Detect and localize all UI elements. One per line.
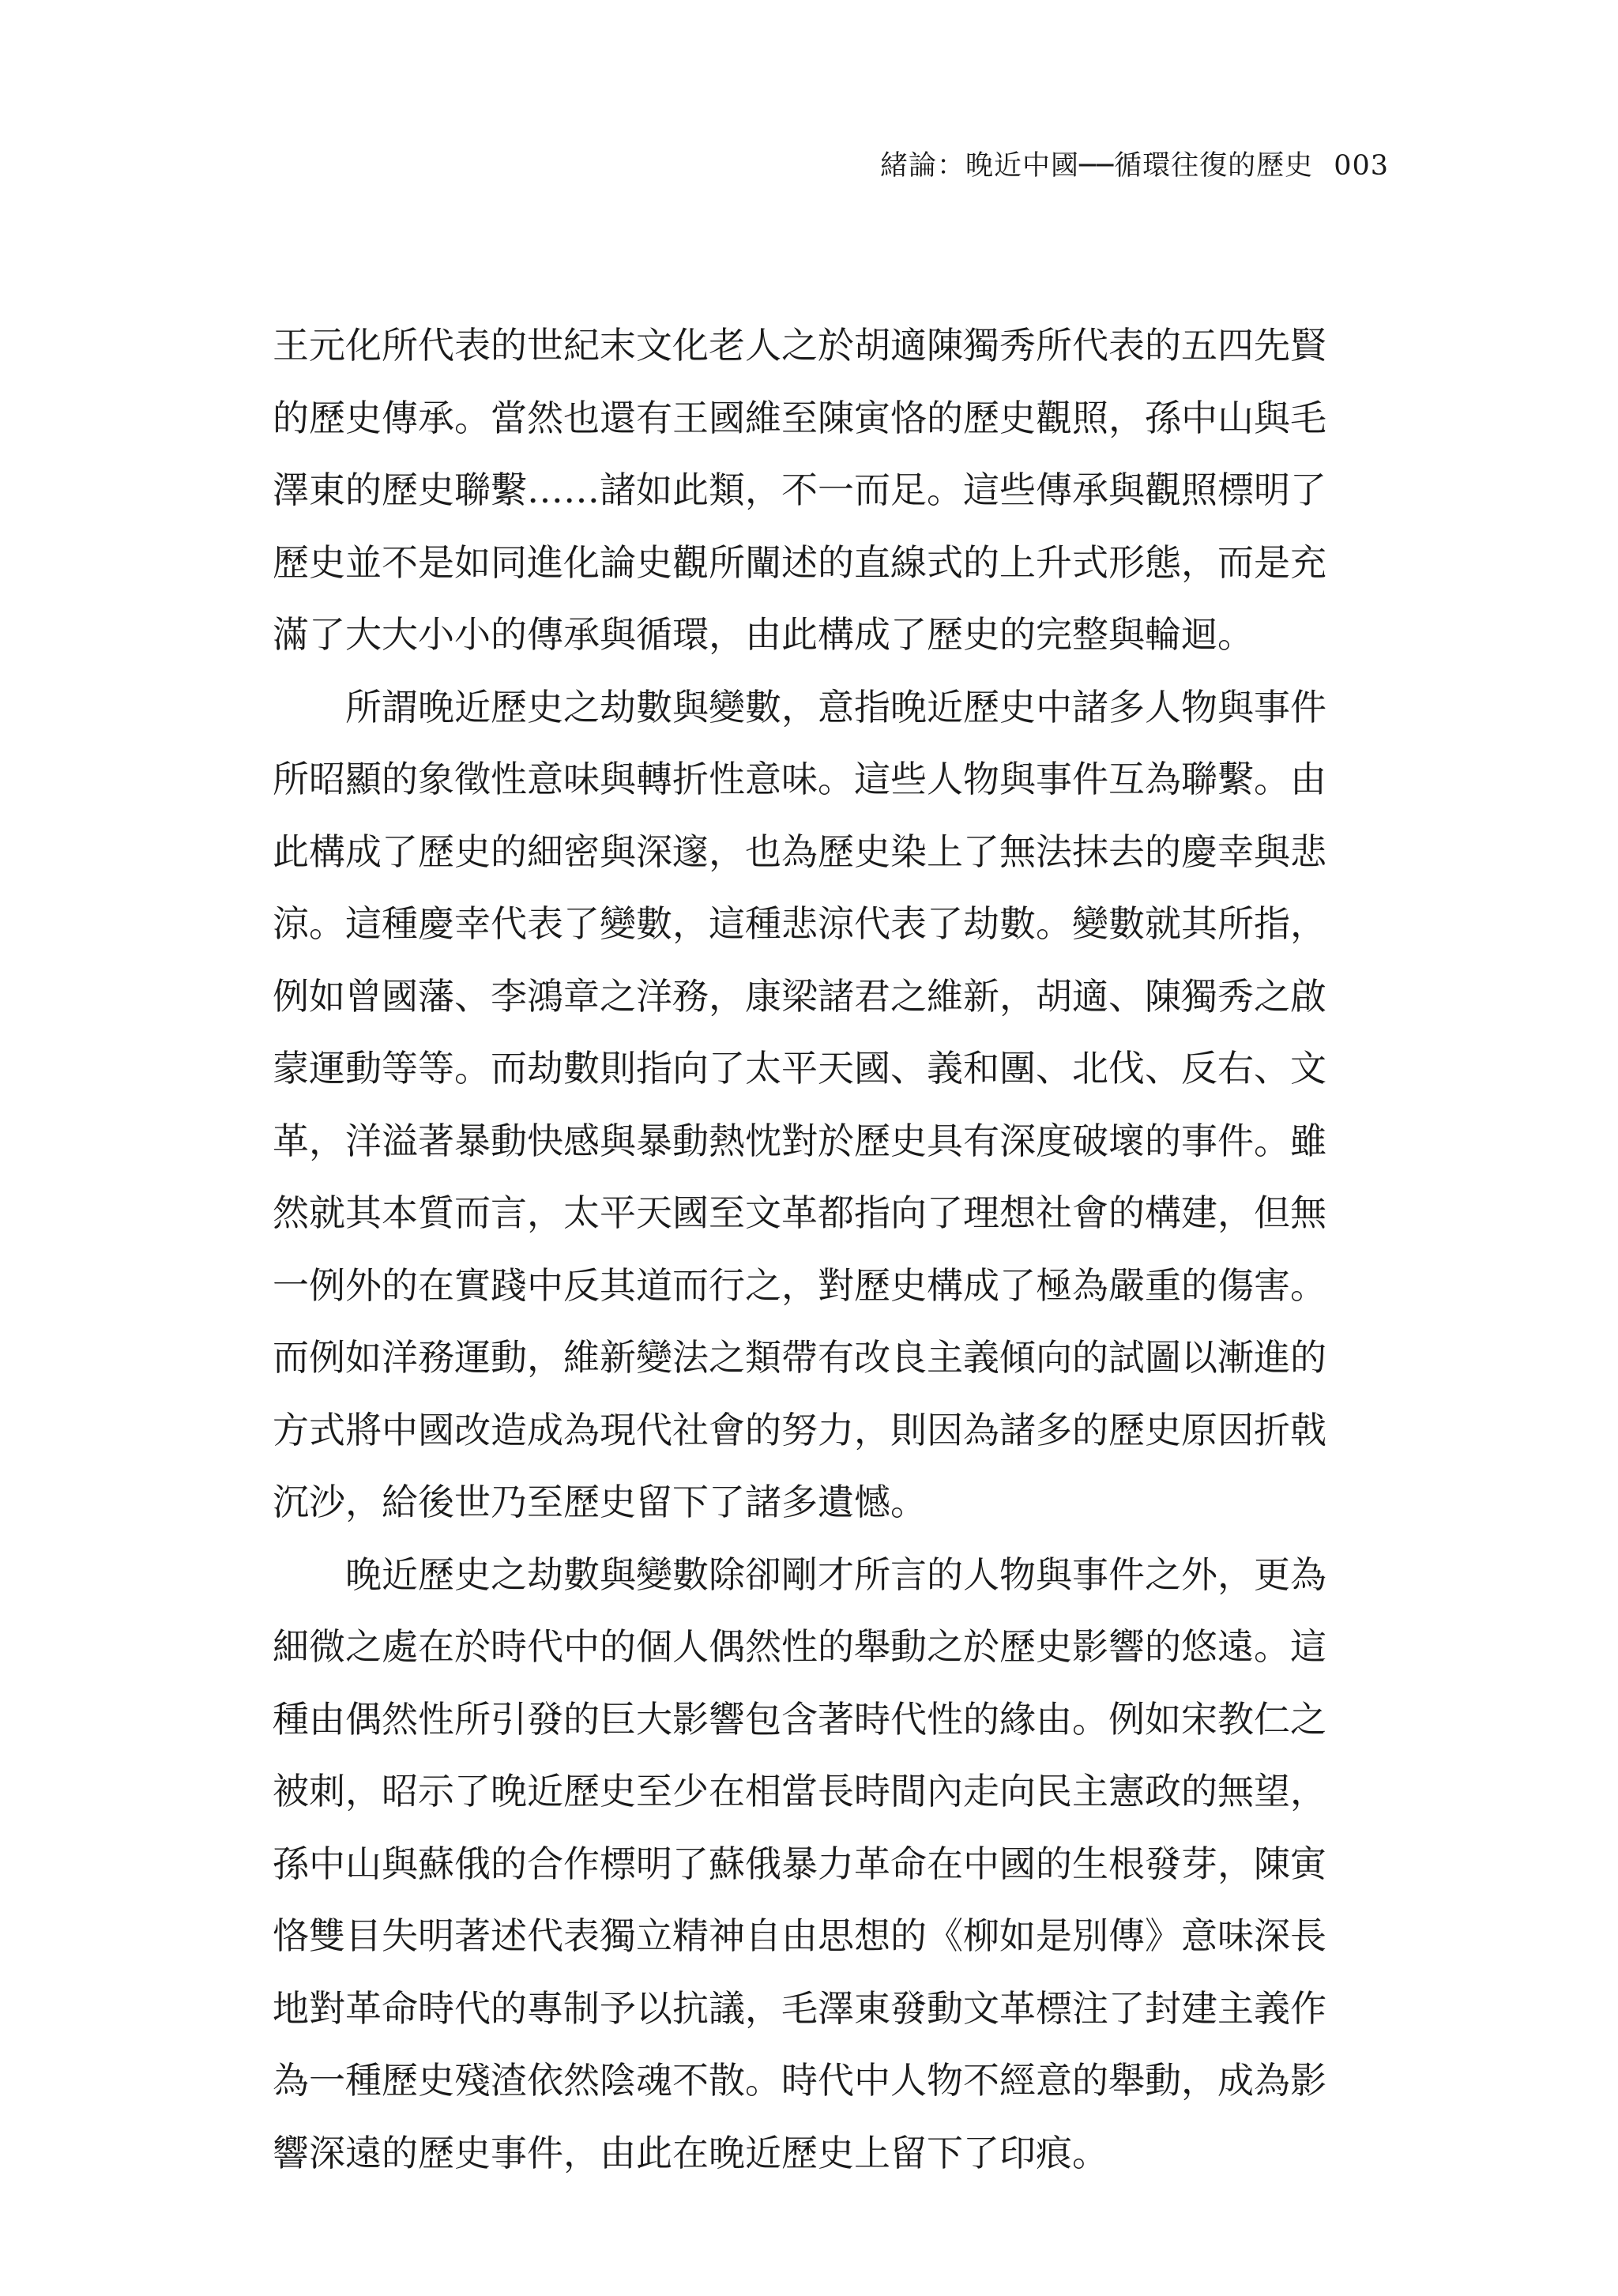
running-header xyxy=(880,147,1389,185)
page-number: 003 xyxy=(1334,150,1389,182)
paragraph-individual-contingency: 晚近歷史之劫數與變數除卻剛才所言的人物與事件之外，更為 細微之處在於時代中的個人偶然性的舉動之於歷史影響的悠遠。這 種由偶然性所引發的巨大影響包含著時代性的緣由。例如宋教仁之 被刺，昭示了晚近歷史至少在相當長時間內走向民主憲政的無望， 孫中山與蘇俄的合作標明了蘇俄暴力革命在中國的生根發芽，陳寅 恪雙目失明著述代表獨立精神自由思想的《柳如是別傳》意味深長 地對革命時代的專制予以抗議，毛澤東發動文革標注了封建主義作 為一種歷史殘渣依然陰魂不散。時代中人物不經意的舉動，成為影 響深遠的歷史事件，由此在晚近歷史上留下了印痕。 xyxy=(273,1553,1326,2174)
chapter-title: 緒論：晚近中國──循環往復的歷史 xyxy=(880,150,1314,182)
paragraph-continued: 王元化所代表的世紀末文化老人之於胡適陳獨秀所代表的五四先賢 的歷史傳承。當然也還有王國維至陳寅恪的歷史觀照，孫中山與毛 澤東的歷史聯繫……諸如此類，不一而足。這些傳承與觀照標明了 歷史並不是如同進化論史觀所闡述的直線式的上升式形態，而是充 滿了大大小小的傳承與循環，由此構成了歷史的完整與輪迴。 xyxy=(273,324,1326,656)
paragraph-calamities-and-variables: 所謂晚近歷史之劫數與變數，意指晚近歷史中諸多人物與事件 所昭顯的象徵性意味與轉折性意味。這些人物與事件互為聯繫。由 此構成了歷史的細密與深邃，也為歷史染上了無法抹去的慶幸與悲 涼。這種慶幸代表了變數，這種悲涼代表了劫數。變數就其所指， 例如曾國藩、李鴻章之洋務，康梁諸君之維新，胡適、陳獨秀之啟 蒙運動等等。而劫數則指向了太平天國、義和團、北伐、反右、文 革，洋溢著暴動快感與暴動熱忱對於歷史具有深度破壞的事件。雖 然就其本質而言，太平天國至文革都指向了理想社會的構建，但無 一例外的在實踐中反其道而行之，對歷史構成了極為嚴重的傷害。 而例如洋務運動，維新變法之類帶有改良主義傾向的試圖以漸進的 方式將中國改造成為現代社會的努力，則因為諸多的歷史原因折戟 沉沙，給後世乃至歷史留下了諸多遺憾。 xyxy=(273,685,1326,1523)
body-text xyxy=(273,310,1398,2189)
